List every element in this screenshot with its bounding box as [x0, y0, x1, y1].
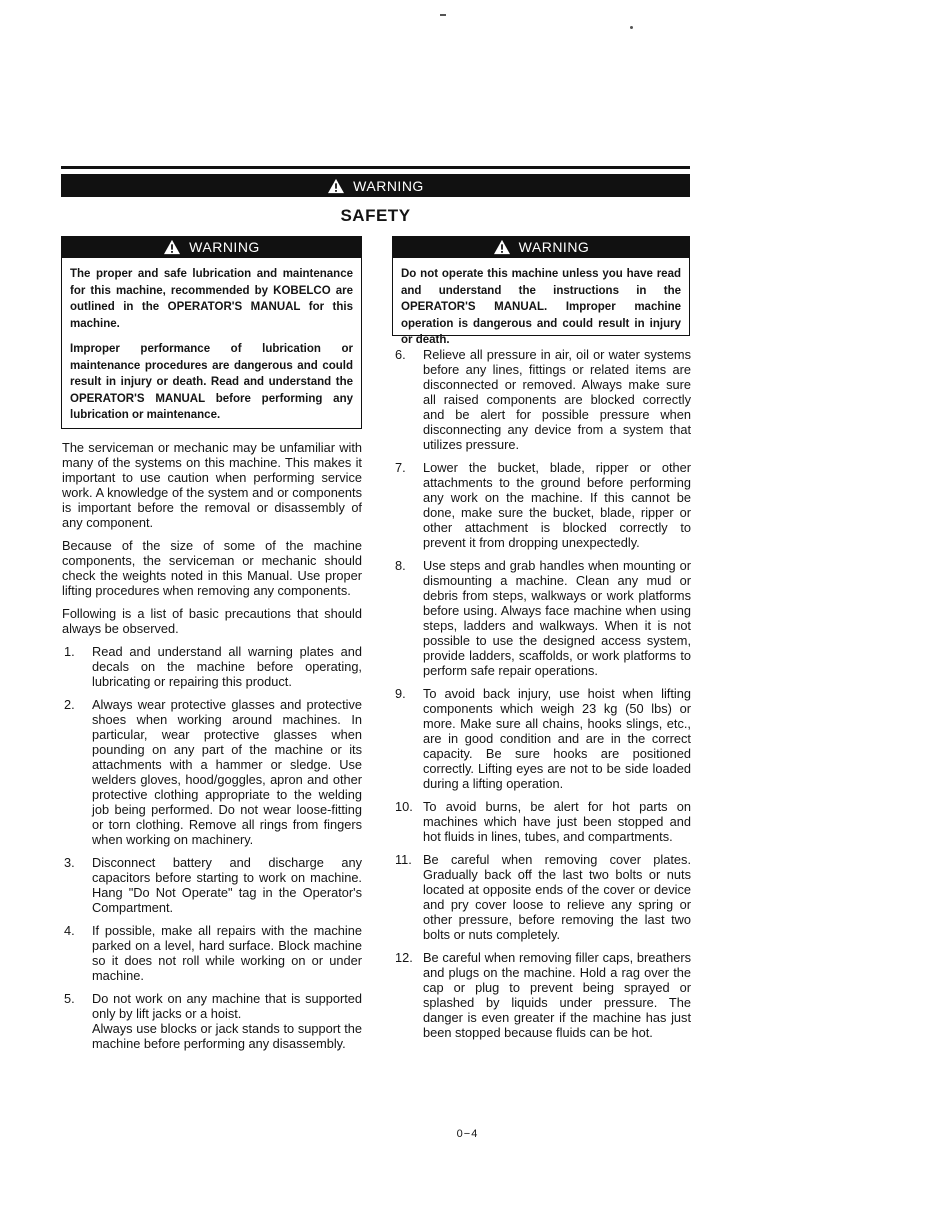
warning-triangle-icon: [163, 239, 181, 255]
warning-banner-label: WARNING: [353, 177, 424, 194]
intro-paragraph: Because of the size of some of the machine components, the serviceman or mechanic should check the weights noted in this Manual. Use proper lifting procedures when removing any components.: [62, 538, 362, 598]
right-column: [393, 347, 691, 1048]
warning-text: Improper performance of lubrication or maintenance procedures are dangerous and could result in injury or death. Read and understand the OPERATOR'S MANUAL before performing any lubrication or maintenance.: [70, 343, 353, 421]
top-rule: [61, 166, 690, 169]
item-number: 1.: [64, 644, 75, 659]
item-text: Be careful when removing filler caps, breathers and plugs on the machine. Hold a rag over the cap or plug to prevent being sprayed or splashed by liquids under pressure. The danger is even greater if the machine has just been stopped because fluids can be hot.: [423, 950, 691, 1040]
warning-banner-left: [61, 236, 362, 258]
item-number: 7.: [395, 460, 406, 475]
scan-speck: [630, 26, 633, 29]
item-text: If possible, make all repairs with the machine parked on a level, hard surface. Block machine so it does not roll while working on or under machine.: [92, 923, 362, 983]
item-number: 9.: [395, 686, 406, 701]
item-text: Always wear protective glasses and protective shoes when working around machines. In particular, wear protective glasses when pounding on any part of the machine or its attachments with a hammer or sledge. Use welders gloves, hood/goggles, apron and other protective clothing appropriate to the welding job being performed. Do not wear loose-fitting or torn clothing. Remove all rings from fingers when working on machinery.: [92, 697, 362, 847]
warning-banner-right: [392, 236, 690, 258]
precaution-item: [393, 347, 691, 452]
precaution-item: [62, 855, 362, 915]
item-text: Disconnect battery and discharge any capacitors before starting to work on machine. Hang "Do Not Operate" tag in the Operator's Compartment.: [92, 855, 362, 915]
warning-text: The proper and safe lubrication and maintenance for this machine, recommended by KOBELCO are outlined in the OPERATOR'S MANUAL for this machine.: [70, 268, 353, 330]
page-number: 0−4: [456, 1128, 479, 1140]
item-text: To avoid burns, be alert for hot parts on machines which have just been stopped and hot fluids in lines, tubes, and compartments.: [423, 799, 691, 844]
precaution-item: [393, 950, 691, 1040]
warning-box-lubrication: [61, 258, 362, 429]
item-number: 2.: [64, 697, 75, 712]
precaution-item: [393, 852, 691, 942]
precaution-item: [393, 799, 691, 844]
item-text: Use steps and grab handles when mounting or dismounting a machine. Clean any mud or debris from steps, walkways or work platforms before using. Always face machine when using steps, ladders and walkways. When it is not possible to use the designed access system, provide ladders, scaffolds, or work platforms to perform safe repair operations.: [423, 558, 691, 678]
item-text: To avoid back injury, use hoist when lifting components which weigh 23 kg (50 lbs) or more. Make sure all chains, hooks slings, etc., are in good condition and are in the correct capacity. Be sure hooks are positioned correctly. Lifting eyes are not to be side loaded during a lifting operation.: [423, 686, 691, 791]
item-text: Read and understand all warning plates and decals on the machine before operating, lubricating or repairing this product.: [92, 644, 362, 689]
warning-box-operation: [392, 258, 690, 346]
precaution-item: [393, 686, 691, 791]
warning-text: Do not operate this machine unless you have read and understand the instructions in the OPERATOR'S MANUAL. Improper machine operation is dangerous and could result in injury or death.: [401, 268, 681, 346]
precaution-item: [393, 558, 691, 678]
item-number: 6.: [395, 347, 406, 362]
scan-speck: [440, 14, 446, 16]
precaution-item: [393, 460, 691, 550]
item-number: 5.: [64, 991, 75, 1006]
warning-banner-label: WARNING: [189, 239, 260, 255]
item-number: 11.: [395, 852, 412, 867]
precaution-item: [62, 923, 362, 983]
item-number: 3.: [64, 855, 75, 870]
item-text: Lower the bucket, blade, ripper or other attachments to the ground before performing any work on the machine. If this cannot be done, make sure the bucket, blade, ripper or other attachment is blocked correctly to prevent it from dropping unexpectedly.: [423, 460, 691, 550]
warning-triangle-icon: [493, 239, 511, 255]
item-number: 12.: [395, 950, 413, 965]
item-text: Do not work on any machine that is supported only by lift jacks or a hoist.: [92, 991, 362, 1021]
item-number: 10.: [395, 799, 413, 814]
item-text: Relieve all pressure in air, oil or water systems before any lines, fittings or related items are disconnected or removed. Always make sure all raised components are blocked correctly and be alert for possible pressure when disconnecting any device from a system that utilizes pressure.: [423, 347, 691, 452]
warning-banner-main: [61, 174, 690, 197]
precaution-item: [62, 644, 362, 689]
item-text: Be careful when removing cover plates. Gradually back off the last two bolts or nuts located at opposite ends of the cover or device and pry cover loose to relieve any spring or other pressure, before removing the last two bolts or nuts completely.: [423, 852, 691, 942]
intro-paragraph: The serviceman or mechanic may be unfamiliar with many of the systems on this machine. This makes it important to use caution when performing service work. A knowledge of the system and or components is important before the removal or disassembly of any component.: [62, 440, 362, 530]
page-title: SAFETY: [340, 206, 411, 225]
intro-paragraph: Following is a list of basic precautions that should always be observed.: [62, 606, 362, 636]
warning-triangle-icon: [327, 178, 345, 194]
left-column: [62, 440, 362, 1059]
precaution-item: [62, 991, 362, 1051]
warning-banner-label: WARNING: [518, 239, 590, 255]
item-text-group: [92, 991, 362, 1051]
item-number: 8.: [395, 558, 406, 573]
item-text: Always use blocks or jack stands to support the machine before performing any disassembly.: [92, 1021, 362, 1051]
item-number: 4.: [64, 923, 75, 938]
precaution-item: [62, 697, 362, 847]
